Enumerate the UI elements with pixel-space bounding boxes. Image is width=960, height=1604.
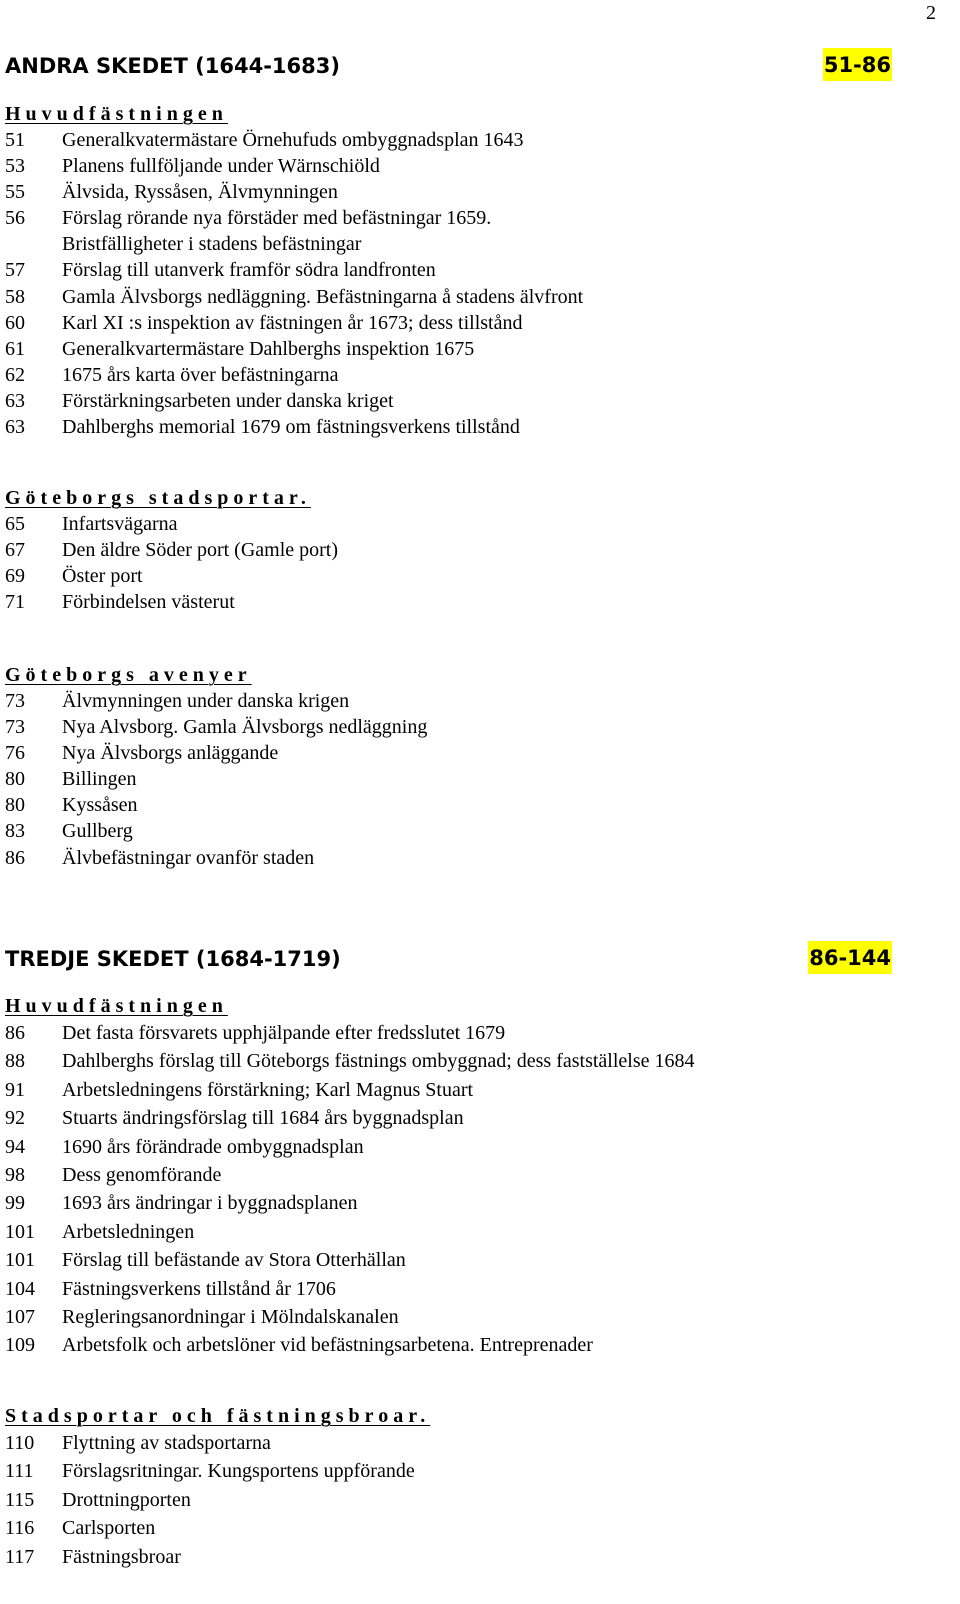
part-title: TREDJE SKEDET (1684-1719) (5, 947, 341, 971)
entry-page: 73 (5, 716, 25, 739)
entry-page: 53 (5, 155, 25, 178)
toc-entry (5, 792, 905, 818)
section-goteborgs-stadsportar (5, 487, 905, 615)
entry-page: 83 (5, 820, 25, 843)
entry-page: 88 (5, 1050, 25, 1073)
entry-page: 57 (5, 259, 25, 282)
entry-page: 109 (5, 1334, 35, 1357)
entry-page: 65 (5, 513, 25, 535)
entry-page: 86 (5, 1022, 25, 1044)
toc-entry (5, 1076, 905, 1104)
toc-entry (5, 1189, 905, 1217)
entry-text: Nya Alvsborg. Gamla Älvsborgs nedläggning (62, 716, 428, 739)
toc-entry (5, 589, 905, 615)
toc-entry (5, 740, 905, 766)
entry-page: 51 (5, 129, 25, 151)
entry-page: 61 (5, 337, 25, 360)
entry-page: 91 (5, 1078, 25, 1101)
entry-list (5, 1429, 905, 1571)
section-stadsportar-och-fastningsbroar (5, 1405, 905, 1571)
section-heading: Göteborgs stadsportar. (5, 487, 311, 509)
entry-text: Förbindelsen västerut (62, 591, 235, 614)
toc-entry (5, 336, 905, 362)
entry-text: Bristfälligheter i stadens befästningar (62, 233, 362, 256)
entry-text: Kyssåsen (62, 794, 138, 817)
entry-page: 69 (5, 565, 25, 588)
section-huvudfastningen (5, 995, 905, 1360)
entry-page: 76 (5, 742, 25, 765)
entry-page: 63 (5, 416, 25, 439)
entry-text: 1675 års karta över befästningarna (62, 363, 339, 386)
entry-text: Förslag till befästande av Stora Otterhällan (62, 1249, 406, 1272)
entry-text: Fästningsverkens tillstånd år 1706 (62, 1277, 336, 1300)
entry-text: Förslagsritningar. Kungsportens uppförande (62, 1460, 415, 1483)
toc-entry (5, 845, 905, 871)
entry-page: 111 (5, 1460, 34, 1483)
entry-list (5, 127, 905, 440)
entry-text: Den äldre Söder port (Gamle port) (62, 539, 339, 562)
toc-entry (5, 1331, 905, 1359)
entry-page: 101 (5, 1220, 35, 1243)
entry-text: Generalkvartermästare Dahlberghs inspektion 1675 (62, 337, 475, 360)
entry-text: Älvsida, Ryssåsen, Älvmynningen (62, 181, 338, 204)
section-goteborgs-avenyer (5, 664, 905, 871)
entry-text: Regleringsanordningar i Mölndalskanalen (62, 1305, 399, 1328)
entry-text: Arbetsfolk och arbetslöner vid befästningsarbetena. Entreprenader (62, 1334, 593, 1357)
entry-text: Förslag till utanverk framför södra landfronten (62, 259, 436, 282)
entry-text: Stuarts ändringsförslag till 1684 års byggnadsplan (62, 1107, 464, 1130)
toc-entry (5, 1104, 905, 1132)
toc-entry (5, 537, 905, 563)
entry-text: Arbetsledningen (62, 1220, 195, 1243)
entry-page: 60 (5, 311, 25, 334)
entry-page: 94 (5, 1135, 25, 1158)
toc-entry (5, 511, 905, 537)
entry-list (5, 511, 905, 615)
entry-text: Öster port (62, 565, 143, 588)
entry-text: Karl XI :s inspektion av fästningen år 1673; dess tillstånd (62, 311, 523, 334)
part-page-range-highlight: 86-144 (808, 941, 892, 974)
entry-page: 104 (5, 1277, 35, 1300)
section-huvudfastningen (5, 103, 905, 440)
part-page-range-highlight: 51-86 (823, 48, 892, 81)
toc-entry (5, 153, 905, 179)
toc-entry (5, 257, 905, 283)
entry-text: Billingen (62, 768, 137, 791)
entry-text: 1693 års ändringar i byggnadsplanen (62, 1192, 358, 1215)
section-heading: Huvudfästningen (5, 103, 228, 125)
part-heading-tredje-skedet (5, 941, 892, 975)
entry-text: Älvbefästningar ovanför staden (62, 846, 315, 869)
entry-page: 99 (5, 1192, 25, 1215)
entry-page: 56 (5, 207, 25, 230)
section-heading: Huvudfästningen (5, 995, 228, 1017)
toc-entry (5, 1218, 905, 1246)
entry-text: Infartsvägarna (62, 513, 178, 535)
toc-entry (5, 179, 905, 205)
entry-page: 116 (5, 1517, 35, 1540)
toc-entry (5, 1486, 905, 1514)
entry-text: Dahlberghs memorial 1679 om fästningsverkens tillstånd (62, 416, 520, 439)
entry-list (5, 1019, 905, 1360)
toc-entry (5, 1161, 905, 1189)
entry-text: Älvmynningen under danska krigen (62, 690, 350, 712)
entry-text: Gamla Älvsborgs nedläggning. Befästningarna å stadens älvfront (62, 285, 584, 308)
toc-entry (5, 388, 905, 414)
toc-entry (5, 1429, 905, 1457)
toc-entry (5, 205, 905, 231)
entry-text: Det fasta försvarets upphjälpande efter fredsslutet 1679 (62, 1022, 506, 1044)
toc-entry (5, 414, 905, 440)
toc-entry (5, 1019, 905, 1047)
entry-page: 86 (5, 846, 25, 869)
entry-text: Förslag rörande nya förstäder med befästningar 1659. (62, 207, 492, 230)
entry-page: 62 (5, 363, 25, 386)
toc-entry (5, 1275, 905, 1303)
entry-text: Dess genomförande (62, 1163, 222, 1186)
entry-page: 71 (5, 591, 25, 614)
toc-entry (5, 310, 905, 336)
entry-page: 110 (5, 1432, 35, 1454)
entry-page: 98 (5, 1163, 25, 1186)
part-title: ANDRA SKEDET (1644-1683) (5, 54, 340, 78)
toc-entry (5, 714, 905, 740)
toc-entry (5, 766, 905, 792)
entry-text: Drottningporten (62, 1488, 191, 1511)
entry-text: Gullberg (62, 820, 133, 843)
toc-entry (5, 284, 905, 310)
entry-text: 1690 års förändrade ombyggnadsplan (62, 1135, 364, 1158)
toc-entry (5, 362, 905, 388)
entry-page: 67 (5, 539, 25, 562)
toc-entry (5, 688, 905, 714)
entry-page: 107 (5, 1305, 35, 1328)
toc-entry (5, 1133, 905, 1161)
toc-entry (5, 1246, 905, 1274)
toc-entry (5, 1457, 905, 1485)
entry-page: 92 (5, 1107, 25, 1130)
toc-entry (5, 231, 905, 257)
page-number: 2 (926, 2, 936, 24)
entry-text: Arbetsledningens förstärkning; Karl Magnus Stuart (62, 1078, 474, 1101)
entry-page: 117 (5, 1545, 35, 1568)
entry-page: 80 (5, 794, 25, 817)
section-heading: Stadsportar och fästningsbroar. (5, 1405, 431, 1427)
section-heading: Göteborgs avenyer (5, 664, 252, 686)
toc-entry (5, 1514, 905, 1542)
entry-text: Generalkvatermästare Örnehufuds ombyggnadsplan 1643 (62, 129, 524, 151)
toc-entry (5, 1543, 905, 1571)
entry-list (5, 688, 905, 871)
entry-text: Flyttning av stadsportarna (62, 1432, 271, 1454)
entry-text: Nya Älvsborgs anläggande (62, 742, 279, 765)
part-heading-andra-skedet (5, 48, 892, 82)
toc-entry (5, 127, 905, 153)
entry-text: Dahlberghs förslag till Göteborgs fästnings ombyggnad; dess fastställelse 1684 (62, 1050, 695, 1073)
toc-entry (5, 563, 905, 589)
entry-text: Planens fullföljande under Wärnschiöld (62, 155, 380, 178)
entry-page: 73 (5, 690, 25, 712)
entry-page: 115 (5, 1488, 35, 1511)
entry-text: Carlsporten (62, 1517, 156, 1540)
toc-entry (5, 1047, 905, 1075)
entry-text: Förstärkningsarbeten under danska kriget (62, 389, 394, 412)
toc-entry (5, 818, 905, 844)
entry-page: 80 (5, 768, 25, 791)
entry-page: 58 (5, 285, 25, 308)
toc-entry (5, 1303, 905, 1331)
entry-text: Fästningsbroar (62, 1545, 181, 1568)
entry-page: 55 (5, 181, 25, 204)
entry-page: 101 (5, 1249, 35, 1272)
entry-page (5, 231, 62, 257)
entry-page: 63 (5, 389, 25, 412)
